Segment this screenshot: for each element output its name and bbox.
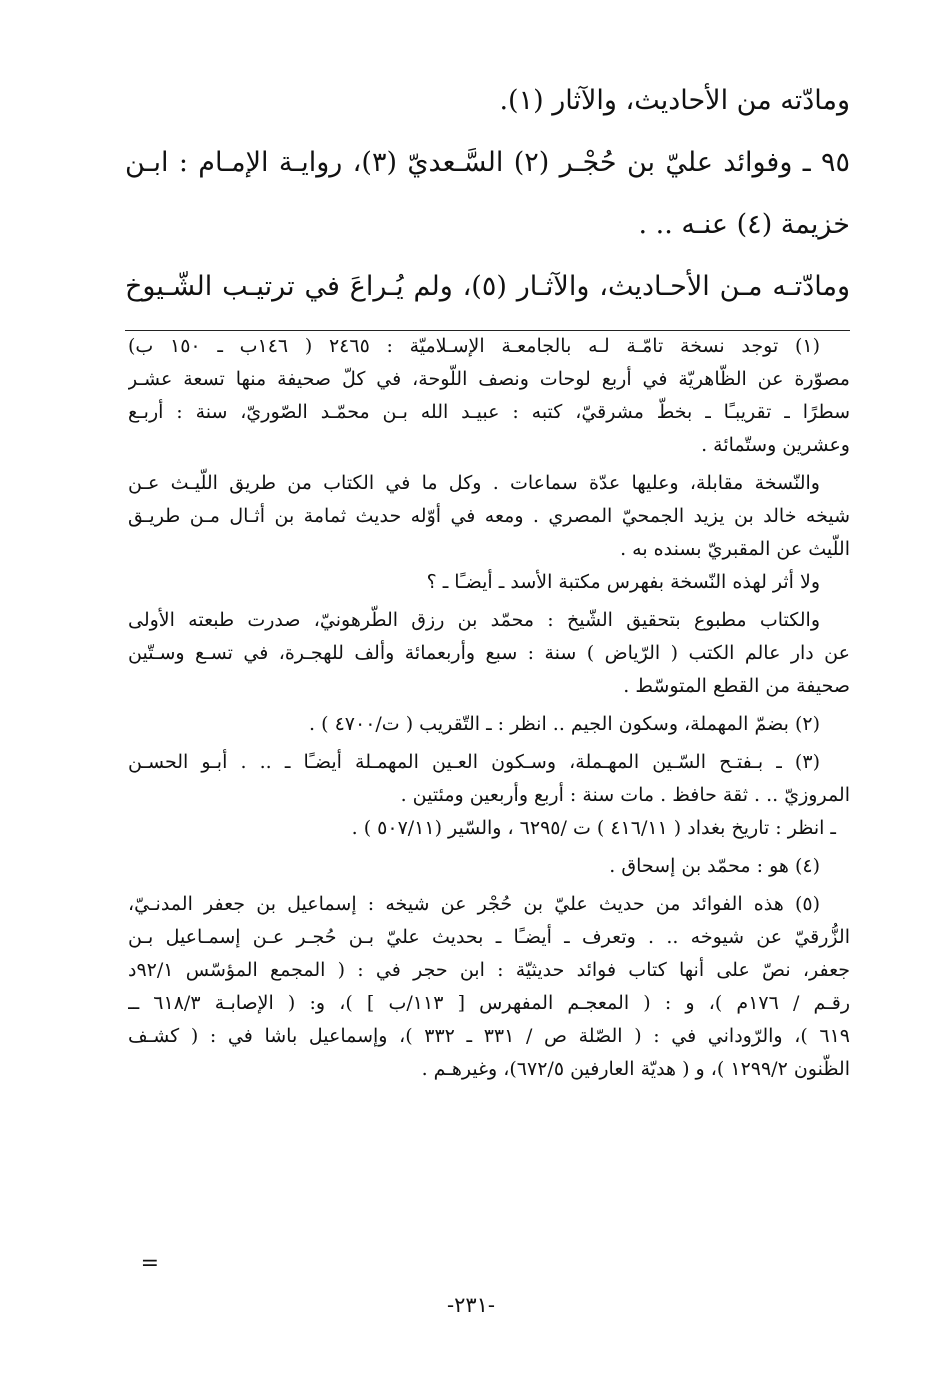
footnote-1-continued bbox=[128, 467, 850, 599]
main-line: خزيمة (٤) عنـه .. . bbox=[638, 209, 850, 240]
footnote-line: مصوّرة عن الظّاهريّة في أربع لوحات ونصف اللّوحة، في كلّ صحيفة منها تسعة عشـر bbox=[128, 368, 850, 390]
footnote-line: جعفر، نصّ على أنها كتاب فوائد حديثيّة : ابن حجر في : ( المجمع المؤسّس ٩٢/١د bbox=[128, 959, 850, 981]
footnote-line: الزُّرقيّ عن شيوخه .. . وتعرف ـ أيضـًا ـ بحديث عليّ بـن حُجـر عـن إسمـاعيل بـن bbox=[128, 926, 850, 948]
footnote-1 bbox=[128, 330, 850, 462]
footnotes bbox=[128, 330, 850, 1091]
page-number: -٢٣١- bbox=[446, 1293, 496, 1317]
footnote-5 bbox=[128, 888, 850, 1086]
footnote-line: صحيفة من القطع المتوسّط . bbox=[623, 675, 850, 697]
footnote-line: والكتاب مطبوع بتحقيق الشّيخ : محمّد بن رزق الطّرهونيّ، صدرت طبعته الأولى bbox=[128, 609, 820, 631]
footnote-line: ولا أثر لهذه النّسخة بفهرس مكتبة الأسد ـ أيضـًا ـ ؟ bbox=[426, 571, 820, 593]
continuation-mark: = bbox=[140, 1251, 159, 1276]
footnote-line: اللّيث عن المقبريّ بسنده به . bbox=[620, 538, 850, 560]
footnote-line: ٦١٩ )، والرّوداني في : ( الصّلة ص / ٣٣١ ـ ٣٣٢ )، وإسماعيل باشا في : ( كشـف bbox=[128, 1025, 850, 1047]
footnote-line: الظّنون ١٢٩٩/٢ )، و ( هديّة العارفين ٦٧٢/٥)، وغيرهـم . bbox=[421, 1058, 850, 1080]
main-text bbox=[125, 70, 850, 318]
footnote-line: عن دار عالم الكتب ( الرّياض ) سنة : سبع وأربعمائة وألف للهجـرة، في تسـع وسـتّين bbox=[128, 642, 850, 664]
footnote-1-edition bbox=[128, 604, 850, 703]
footnote-line: (٢) بضمّ المهملة، وسكون الجيم .. انظر : ـ التّقريب ( ت/٤٧٠٠ ) . bbox=[309, 713, 820, 735]
main-line: ومادّتـه مـن الأحـاديث، والآثـار (٥)، ولم يُـراعَ في ترتيـب الشّـيوخ bbox=[125, 271, 850, 302]
entry-95-heading: ٩٥ ـ وفوائد عليّ بن حُجْـر (٢) السَّـعديّ (٣)، روايـة الإمـام : ابـن bbox=[125, 147, 850, 178]
footnote-line: والنّسخة مقابلة، وعليها عدّة سماعات . وكل ما في الكتاب من طريق اللّيـث عـن bbox=[128, 472, 820, 494]
footnote-line: (٣) ـ بـفتـح السّـين المهـملة، وسـكون العـين المهمـلة أيضـًا ـ .. . أبـو الحسـن bbox=[128, 751, 820, 773]
footnote-line: ـ انظر : تاريخ بغداد ( ٤١٦/١١ ) ت /٦٢٩٥ ، والسّير (٥٠٧/١١ ) . bbox=[351, 817, 836, 839]
footnote-line: (١) توجد نسخة تامّـة لـه بالجامعـة الإسـلاميّة : ٢٤٦٥ ( ١٤٦ب ـ ١٥٠ ب) bbox=[128, 335, 820, 357]
footnote-4 bbox=[128, 850, 850, 883]
footnote-2 bbox=[128, 708, 850, 741]
footnote-line: المروزيّ .. . ثقة حافظ . مات سنة : أربع وأربعين ومئتين . bbox=[400, 784, 850, 806]
footnote-line: (٥) هذه الفوائد من حديث عليّ بن حُجْر عن شيخه : إسماعيل بن جعفر المدنـيّ، bbox=[128, 893, 820, 915]
footnote-line: وعشرين وستّمائة . bbox=[701, 434, 850, 456]
footnote-line: سطرًا ـ تقريبـًا ـ بخطّ مشرقيّ، كتبه : عبيـد الله بـن محمّـد الصّوريّ، سنة : أربـع bbox=[128, 401, 850, 423]
footnote-3 bbox=[128, 746, 850, 845]
main-line: ومادّته من الأحاديث، والآثار (١). bbox=[499, 85, 850, 116]
footnote-line: (٤) هو : محمّد بن إسحاق . bbox=[609, 855, 820, 877]
footnote-line: شيخه خالد بن يزيد الجمحيّ المصري . ومعه في أوّله حديث ثمامة بن أثـال مـن طريـق bbox=[128, 505, 850, 527]
footnote-line: رقـم / ١٧٦م )، و : ( المعجـم المفهرس [ ١١٣/ب ] )، و: ( الإصابـة ٦١٨/٣ ــ bbox=[128, 992, 850, 1014]
